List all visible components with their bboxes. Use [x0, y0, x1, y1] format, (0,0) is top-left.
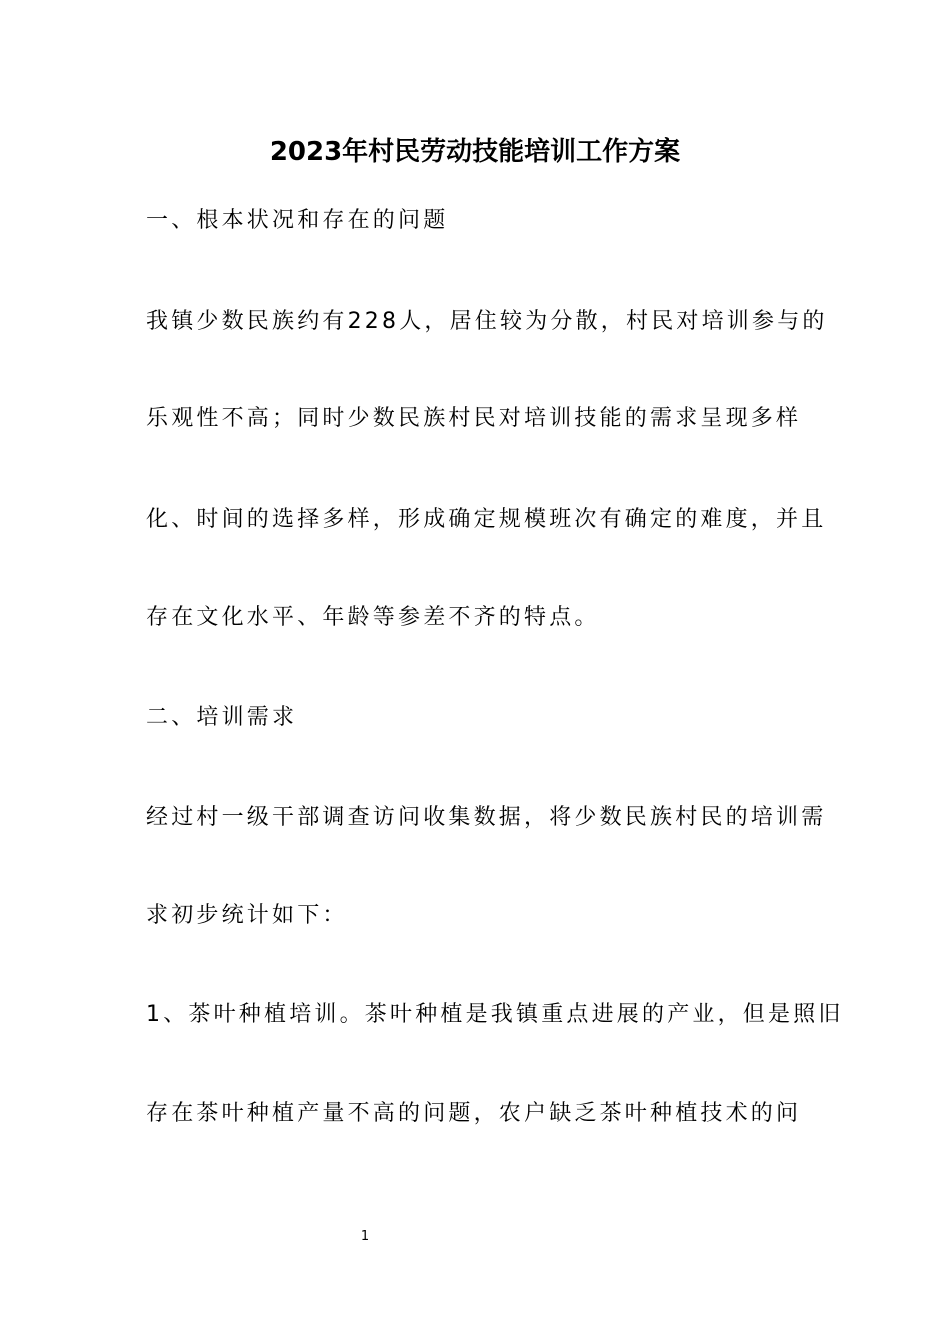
page-number: 1 [360, 1229, 370, 1244]
document-title: 2023年村民劳动技能培训工作方案 [269, 137, 681, 167]
paragraph-line: 乐观性不高；同时少数民族村民对培训技能的需求呈现多样 [146, 406, 802, 431]
paragraph-line: 存在茶叶种植产量不高的问题，农户缺乏茶叶种植技术的问 [146, 1101, 802, 1126]
paragraph-line: 经过村一级干部调查访问收集数据，将少数民族村民的培训需 [146, 805, 827, 830]
section-heading-1: 一、根本状况和存在的问题 [146, 208, 449, 233]
paragraph-line: 求初步统计如下： [146, 903, 348, 928]
paragraph-line: 化、时间的选择多样，形成确定规模班次有确定的难度，并且 [146, 507, 827, 532]
paragraph-line: 我镇少数民族约有228人，居住较为分散，村民对培训参与的 [146, 309, 828, 334]
paragraph-line: 1、茶叶种植培训。茶叶种植是我镇重点进展的产业，但是照旧 [146, 1002, 844, 1027]
paragraph-line: 存在文化水平、年龄等参差不齐的特点。 [146, 605, 600, 630]
section-heading-2: 二、培训需求 [146, 705, 298, 730]
